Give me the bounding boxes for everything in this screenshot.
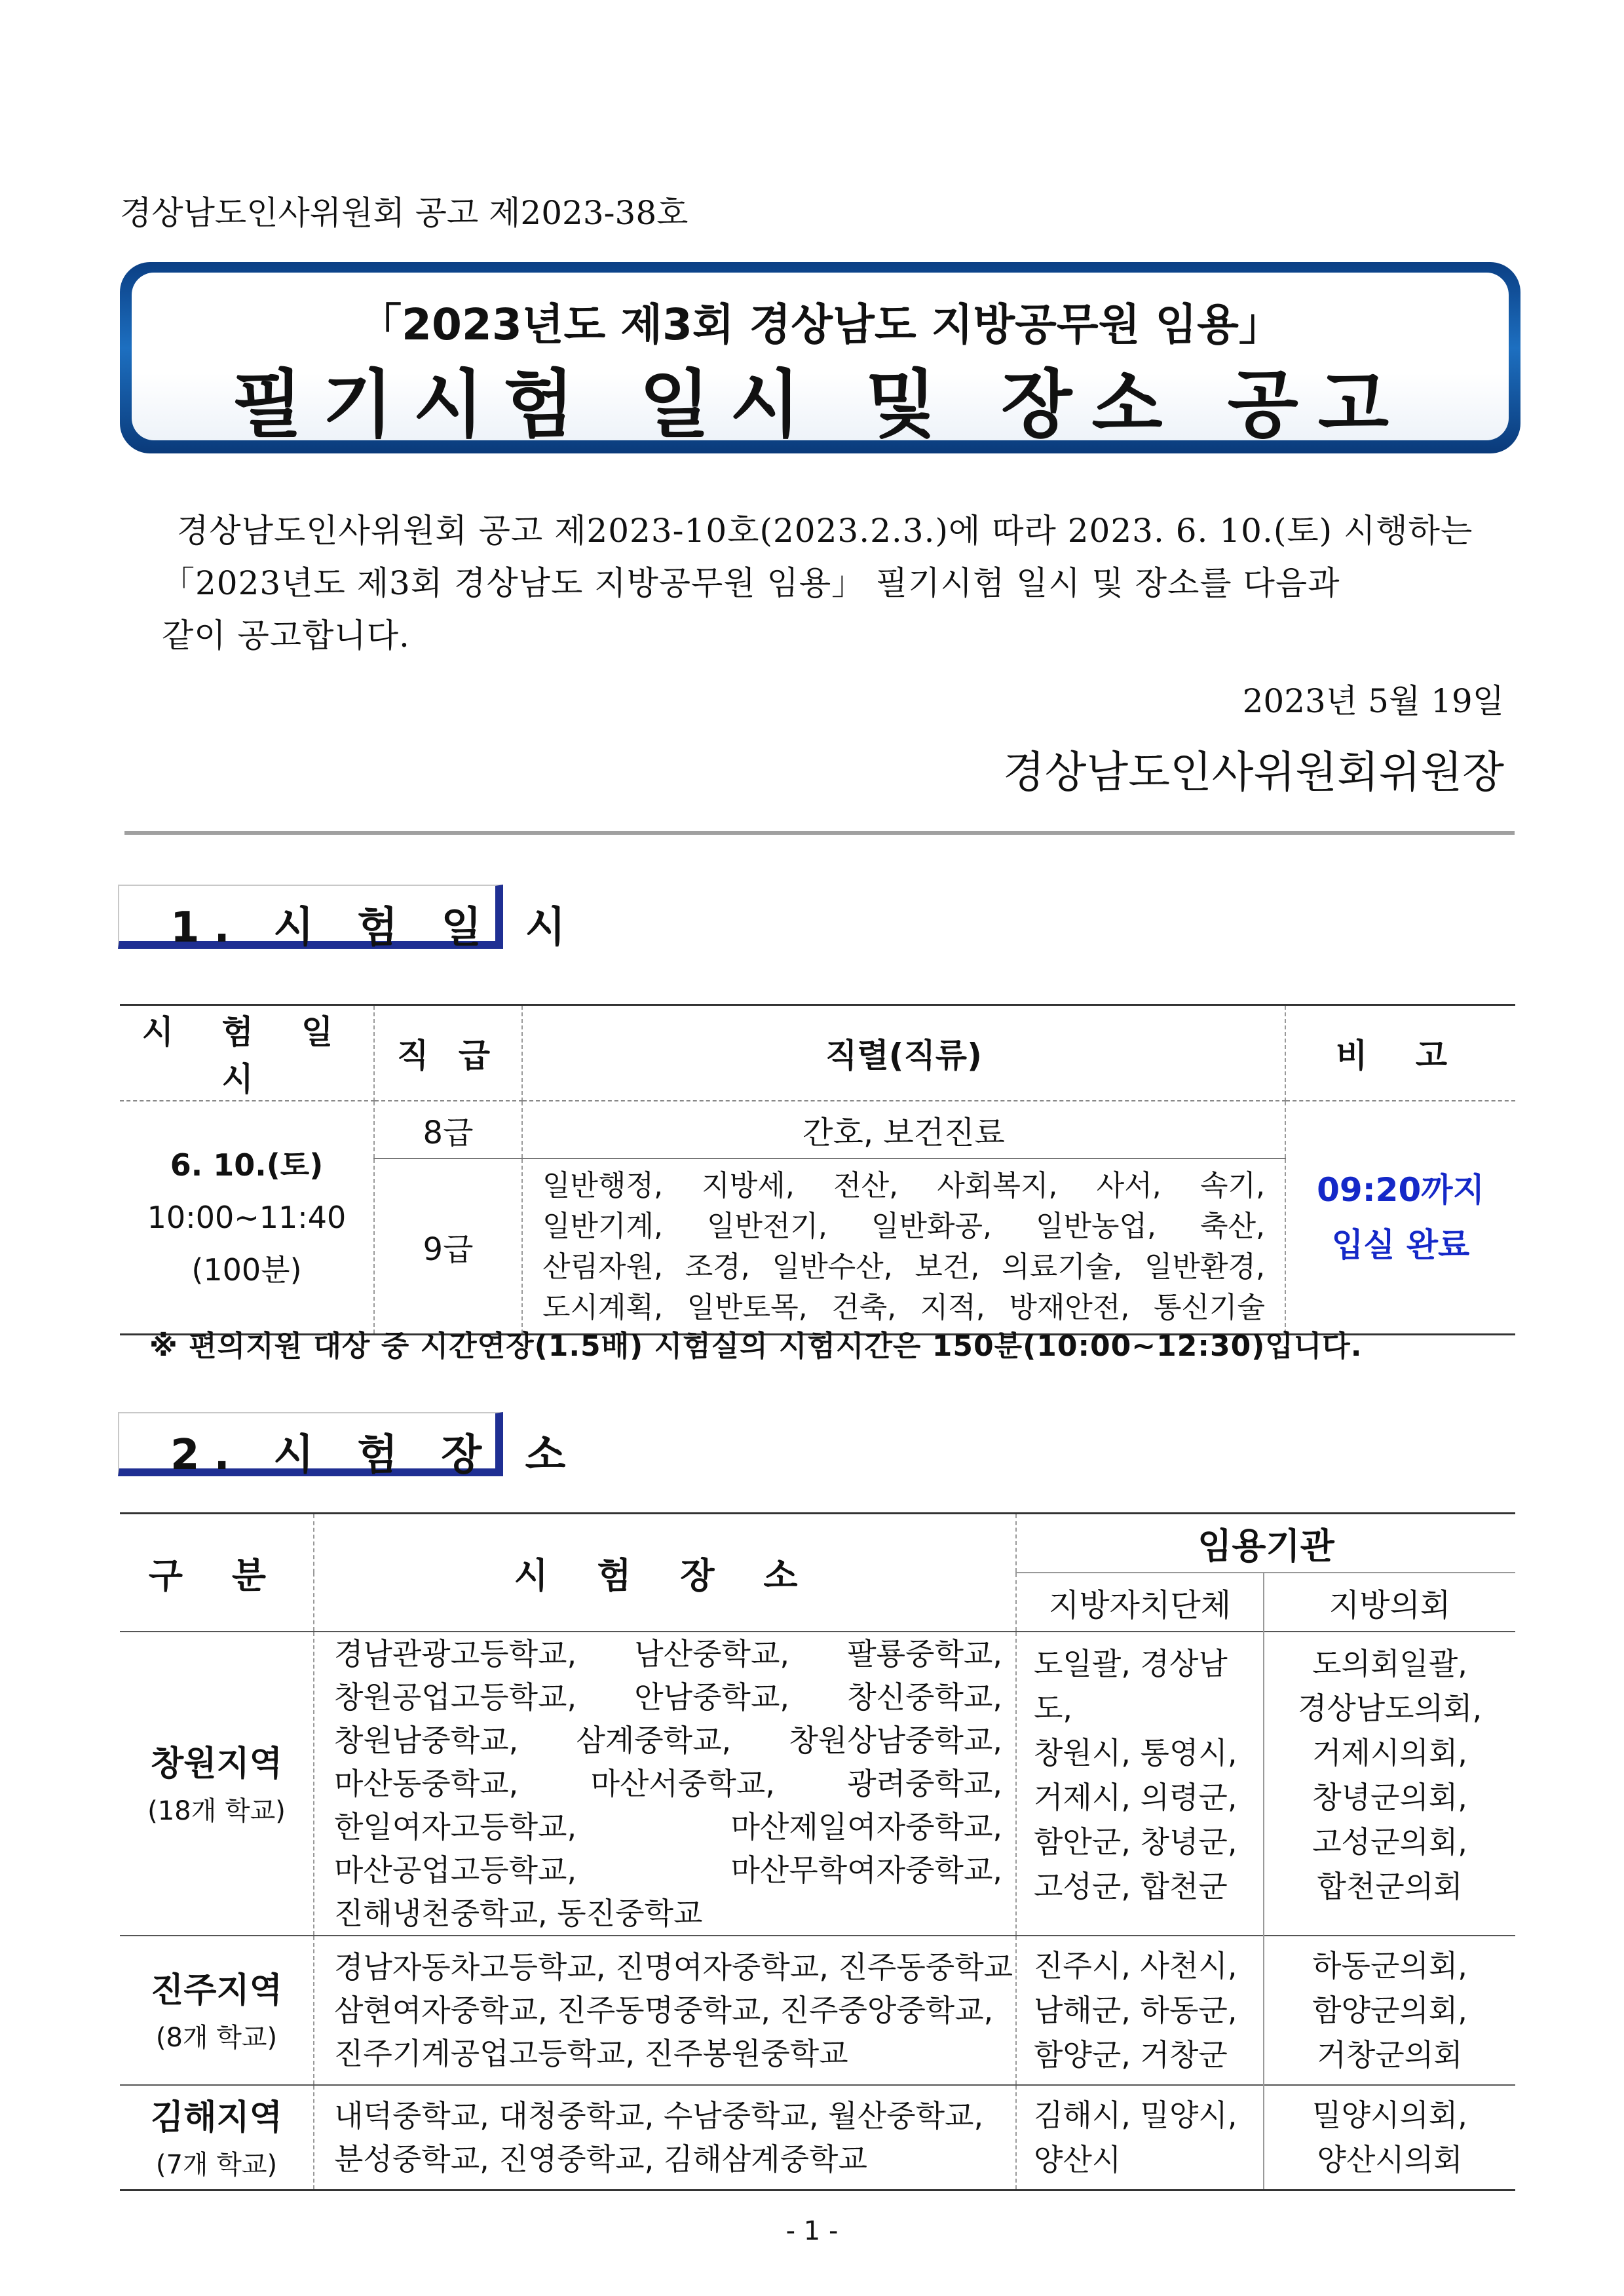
title-banner-inner [132, 273, 1509, 448]
local-council-line: 밀양시의회, [1312, 2097, 1467, 2133]
section-heading-schedule [118, 885, 580, 952]
region-name: 김해지역 [151, 2097, 282, 2137]
grade-cell: 8급 [374, 1101, 522, 1158]
local-gov-line: 함안군, 창녕군, [1034, 1824, 1237, 1860]
issue-date: 2023년 5월 19일 [1242, 682, 1504, 720]
local-council-line: 창녕군의회, [1312, 1780, 1467, 1815]
divider [124, 831, 1515, 835]
jobs-cell [522, 1158, 1285, 1335]
title-line1: 「2023년도 제3회 경상남도 지방공무원 임용」 [358, 299, 1282, 350]
col-header-venue: 시 험 장 소 [314, 1514, 1016, 1632]
venue-line: 진해냉천중학교, 동진중학교 [334, 1896, 703, 1931]
local-council-list [1264, 1632, 1515, 1936]
region-cell [120, 2085, 314, 2190]
local-council-list [1264, 1936, 1515, 2085]
jobs-cell: 간호, 보건진료 [522, 1101, 1285, 1158]
region-name: 진주지역 [151, 1971, 282, 2010]
venue-line: 마산동중학교, 마산서중학교, 광려중학교, [334, 1766, 1002, 1801]
section-heading-label: 2. 시 험 장 소 [170, 1431, 580, 1480]
venue-line: 삼현여자중학교, 진주동명중학교, 진주중앙중학교, [334, 1993, 994, 2028]
page-title: 필기시험 일시 및 장소 공고 [231, 362, 1409, 448]
local-gov-list [1016, 1936, 1264, 2085]
exam-date: 6. 10.(토) [170, 1147, 324, 1183]
intro-line2: 「2023년도 제3회 경상남도 지방공무원 임용」 필기시험 일시 및 장소를 다음과 [162, 564, 1340, 602]
region-cell [120, 1936, 314, 2085]
exam-time: 10:00~11:40 [147, 1200, 347, 1235]
venue-list [314, 1632, 1016, 1936]
col-header-local-council: 지방의회 [1264, 1573, 1515, 1632]
local-council-line: 경상남도의회, [1297, 1691, 1482, 1726]
grade-cell: 9급 [374, 1158, 522, 1335]
table-row [120, 1632, 1515, 1936]
local-gov-line: 남해군, 하동군, [1034, 1993, 1237, 2028]
note-cell [1285, 1101, 1515, 1335]
local-gov-list [1016, 1632, 1264, 1936]
col-header-local-gov: 지방자치단체 [1016, 1573, 1264, 1632]
venue-list [314, 1936, 1016, 2085]
local-council-line: 고성군의회, [1312, 1824, 1467, 1860]
jobs-line: 일반행정, 지방세, 전산, 사회복지, 사서, 속기, [542, 1169, 1265, 1202]
footnote: ※ 편의지원 대상 중 시간연장(1.5배) 시험실의 시험시간은 150분(10:00~12:30)입니다. [149, 1330, 1363, 1363]
section-heading-label: 1. 시 험 일 시 [170, 904, 580, 952]
exam-duration: (100분) [191, 1252, 302, 1288]
venue-line: 진주기계공업고등학교, 진주봉원중학교 [334, 2036, 848, 2071]
local-council-line: 양산시의회 [1317, 2141, 1463, 2177]
venue-line: 창원공업고등학교, 안남중학교, 창신중학교, [334, 1679, 1002, 1715]
page-number: - 1 - [785, 2216, 839, 2246]
local-council-line: 함양군의회, [1312, 1993, 1467, 2028]
exam-datetime-cell [120, 1101, 374, 1335]
local-gov-line: 양산시 [1034, 2141, 1122, 2177]
col-header-date: 시 험 일 시 [120, 1005, 374, 1101]
table-header-row [120, 1514, 1515, 1573]
local-gov-list [1016, 2085, 1264, 2190]
local-gov-line: 도일괄, 경상남도, [1034, 1646, 1228, 1726]
region-count: (18개 학교) [147, 1796, 286, 1826]
local-council-line: 하동군의회, [1312, 1948, 1467, 1983]
local-gov-line: 진주시, 사천시, [1034, 1948, 1237, 1983]
venue-line: 한일여자고등학교, 마산제일여자중학교, [334, 1809, 1002, 1845]
local-gov-line: 고성군, 합천군 [1034, 1869, 1228, 1904]
intro-line1: 경상남도인사위원회 공고 제2023-10호(2023.2.3.)에 따라 2023. 6. 10.(토) 시행하는 [177, 512, 1473, 550]
venue-list [314, 2085, 1016, 2190]
schedule-table [120, 1004, 1515, 1335]
local-council-line: 도의회일괄, [1312, 1646, 1467, 1681]
table-header-row [120, 1005, 1515, 1101]
col-header-note: 비 고 [1285, 1005, 1515, 1101]
venue-table [120, 1512, 1515, 2191]
local-gov-line: 창원시, 통영시, [1034, 1735, 1237, 1770]
region-cell [120, 1632, 314, 1936]
local-council-line: 합천군의회 [1317, 1869, 1463, 1904]
col-header-agency: 임용기관 [1198, 1525, 1334, 1567]
local-gov-line: 거제시, 의령군, [1034, 1780, 1237, 1815]
venue-line: 내덕중학교, 대청중학교, 수남중학교, 월산중학교, [334, 2097, 984, 2133]
local-gov-line: 김해시, 밀양시, [1034, 2097, 1237, 2133]
intro-line3: 같이 공고합니다. [162, 617, 410, 655]
col-header-grade: 직 급 [374, 1005, 522, 1101]
jobs-line: 산림자원, 조경, 일반수산, 보건, 의료기술, 일반환경, [542, 1250, 1265, 1284]
venue-line: 분성중학교, 진영중학교, 김해삼계중학교 [334, 2141, 867, 2177]
col-header-jobs: 직렬(직류) [522, 1005, 1285, 1101]
local-council-line: 거제시의회, [1312, 1735, 1467, 1770]
issuer: 경상남도인사위원회위원장 [1002, 747, 1504, 797]
region-count: (7개 학교) [155, 2149, 278, 2180]
venue-line: 마산공업고등학교, 마산무학여자중학교, [334, 1852, 1002, 1888]
note-line1: 09:20까지 [1317, 1171, 1484, 1209]
local-council-list [1264, 2085, 1515, 2190]
region-name: 창원지역 [151, 1744, 282, 1784]
venue-line: 경남자동차고등학교, 진명여자중학교, 진주동중학교 [334, 1949, 1013, 1985]
venue-line: 경남관광고등학교, 남산중학교, 팔룡중학교, [334, 1636, 1002, 1672]
note-line2: 입실 완료 [1331, 1226, 1470, 1264]
notice-number: 경상남도인사위원회 공고 제2023-38호 [120, 194, 689, 232]
region-count: (8개 학교) [155, 2023, 278, 2053]
title-banner [120, 262, 1520, 453]
section-heading-venues [118, 1412, 580, 1480]
venue-line: 창원남중학교, 삼계중학교, 창원상남중학교, [334, 1723, 1002, 1758]
table-row [120, 1101, 1515, 1158]
local-council-line: 거창군의회 [1317, 2037, 1463, 2073]
local-gov-line: 함양군, 거창군 [1034, 2037, 1228, 2073]
table-row [120, 2085, 1515, 2190]
table-row [120, 1936, 1515, 2085]
jobs-line: 도시계획, 일반토목, 건축, 지적, 방재안전, 통신기술 [542, 1291, 1265, 1324]
col-header-category: 구 분 [120, 1514, 314, 1632]
jobs-line: 일반기계, 일반전기, 일반화공, 일반농업, 축산, [542, 1210, 1265, 1243]
